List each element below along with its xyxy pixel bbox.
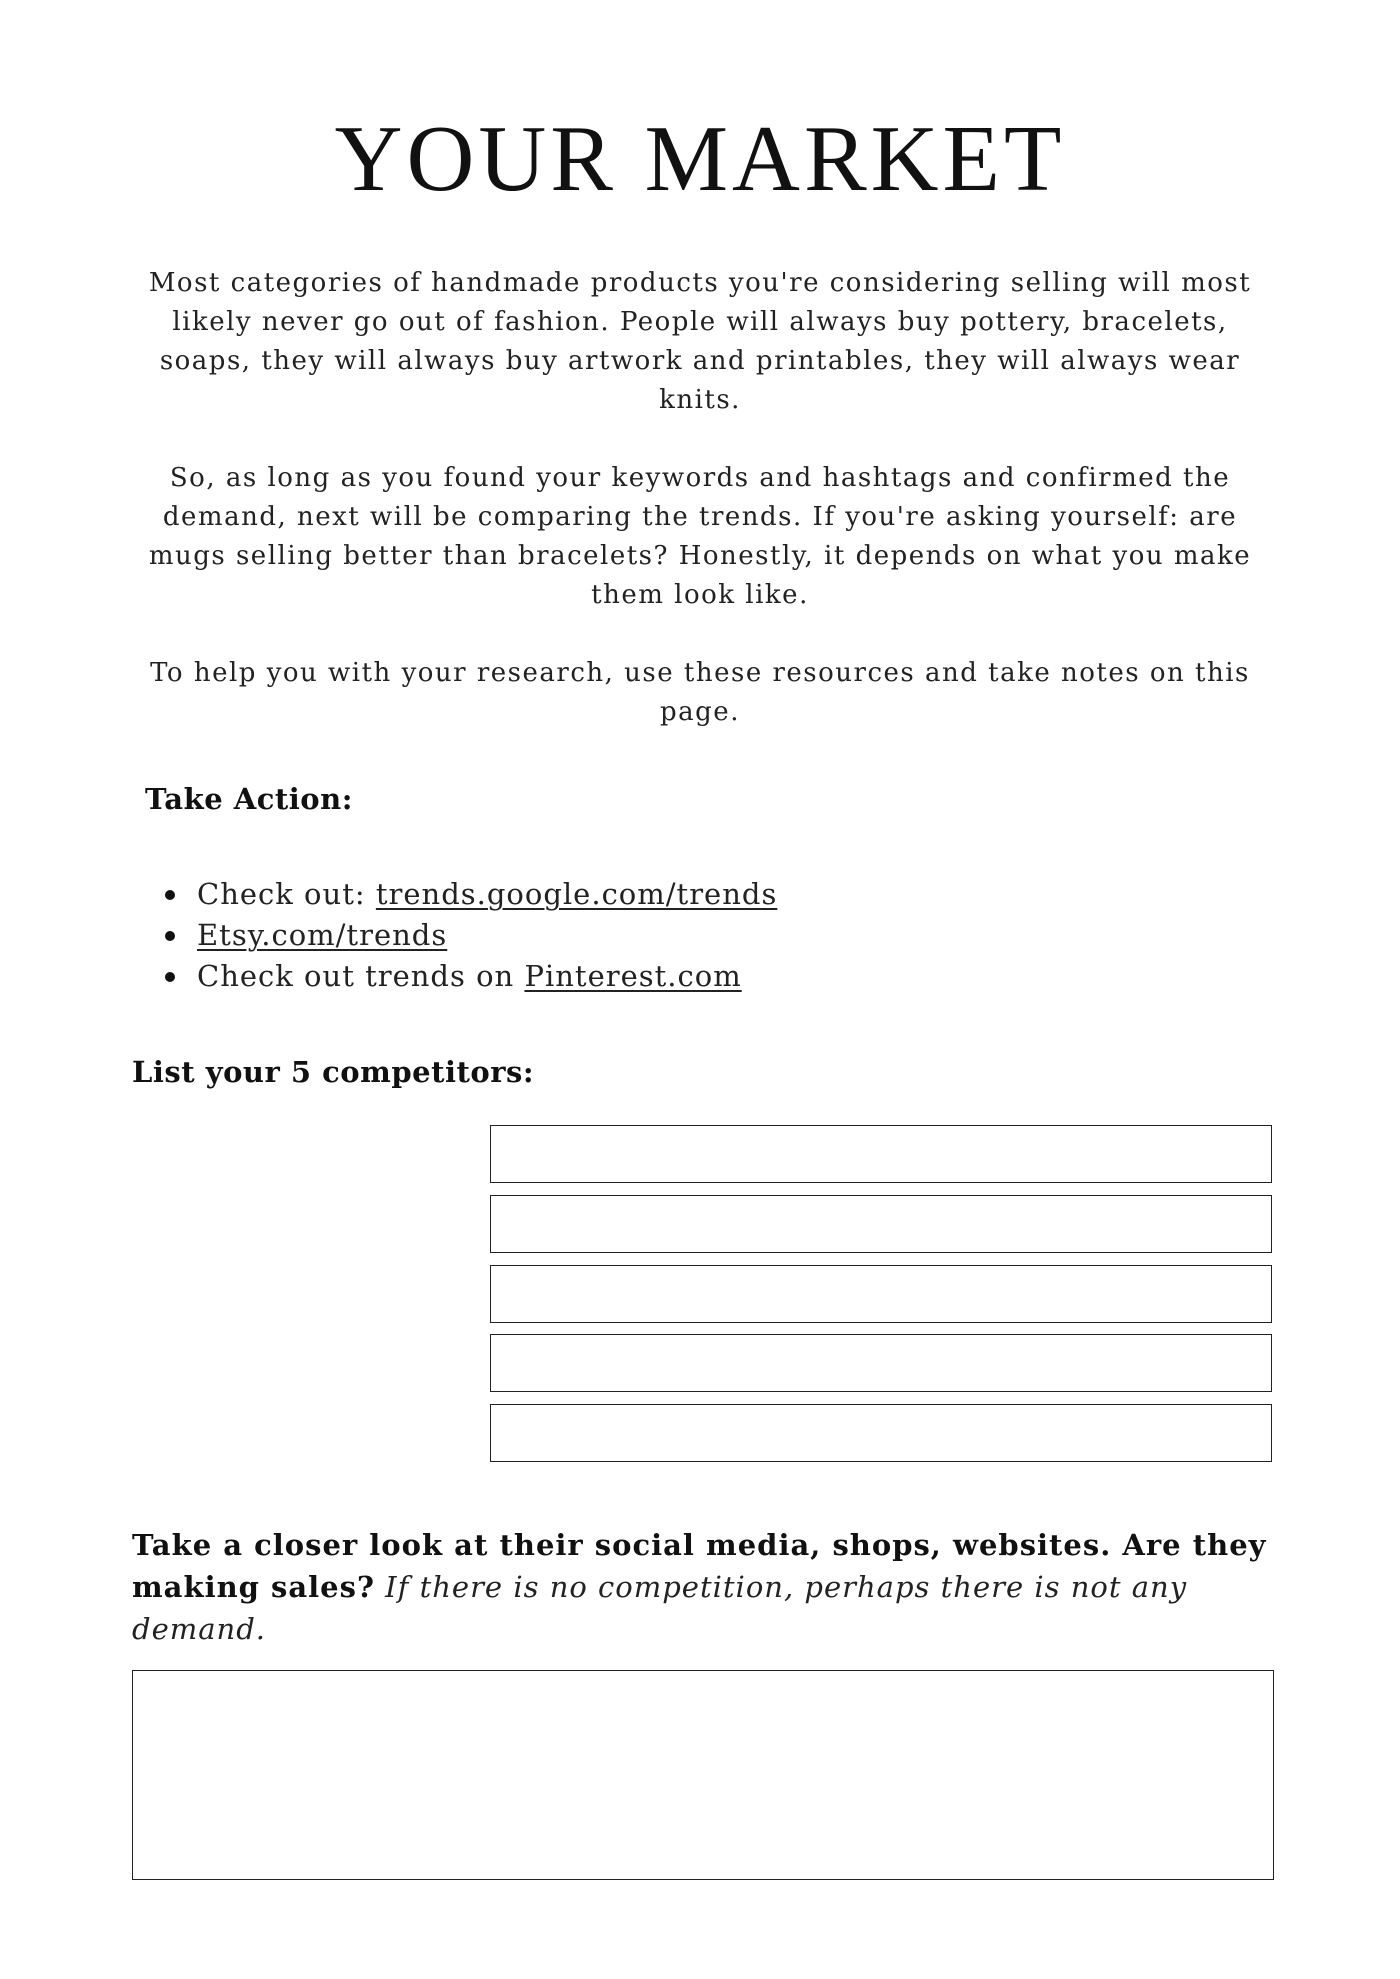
closer-look-question: Take a closer look at their social media, shops, websites. Are they making sales? bbox=[132, 1528, 1267, 1604]
competitor-field-5[interactable] bbox=[490, 1404, 1272, 1462]
bullet-icon bbox=[165, 931, 175, 941]
competitor-field-1[interactable] bbox=[490, 1125, 1272, 1183]
competitor-field-3[interactable] bbox=[490, 1265, 1272, 1323]
competitors-heading: List your 5 competitors: bbox=[132, 1055, 535, 1089]
list-item-prefix: Check out: bbox=[197, 877, 376, 911]
closer-look-note: If there is no competition, perhaps there is not any demand. bbox=[132, 1570, 1188, 1646]
closer-look-prompt bbox=[132, 1524, 1282, 1650]
bullet-icon bbox=[165, 972, 175, 982]
pinterest-link[interactable]: Pinterest.com bbox=[524, 959, 742, 993]
intro-paragraph-1: Most categories of handmade products you're considering selling will most likely never go out of fashion. People will always buy pottery, bracelets, soaps, they will always buy artwork and printables, they will always wear knits. bbox=[148, 268, 1252, 415]
competitor-field-2[interactable] bbox=[490, 1195, 1272, 1253]
list-item-prefix: Check out trends on bbox=[197, 959, 525, 993]
notes-field[interactable] bbox=[132, 1670, 1274, 1880]
bullet-icon bbox=[165, 890, 175, 900]
google-trends-link[interactable]: trends.google.com/trends bbox=[375, 877, 778, 911]
list-item bbox=[165, 915, 777, 956]
list-item bbox=[165, 874, 777, 915]
list-item bbox=[165, 956, 777, 997]
action-list bbox=[165, 874, 777, 997]
intro-paragraph-3: To help you with your research, use these resources and take notes on this page. bbox=[150, 658, 1250, 727]
take-action-heading: Take Action: bbox=[145, 782, 353, 816]
competitor-field-4[interactable] bbox=[490, 1334, 1272, 1392]
page-title: YOUR MARKET bbox=[334, 107, 1066, 211]
intro-paragraph-2: So, as long as you found your keywords and hashtags and confirmed the demand, next will be comparing the trends. If you're asking yourself: are mugs selling better than bracelets? Honestly, it depends on what you make them look like. bbox=[148, 463, 1252, 610]
etsy-trends-link[interactable]: Etsy.com/trends bbox=[197, 918, 448, 952]
